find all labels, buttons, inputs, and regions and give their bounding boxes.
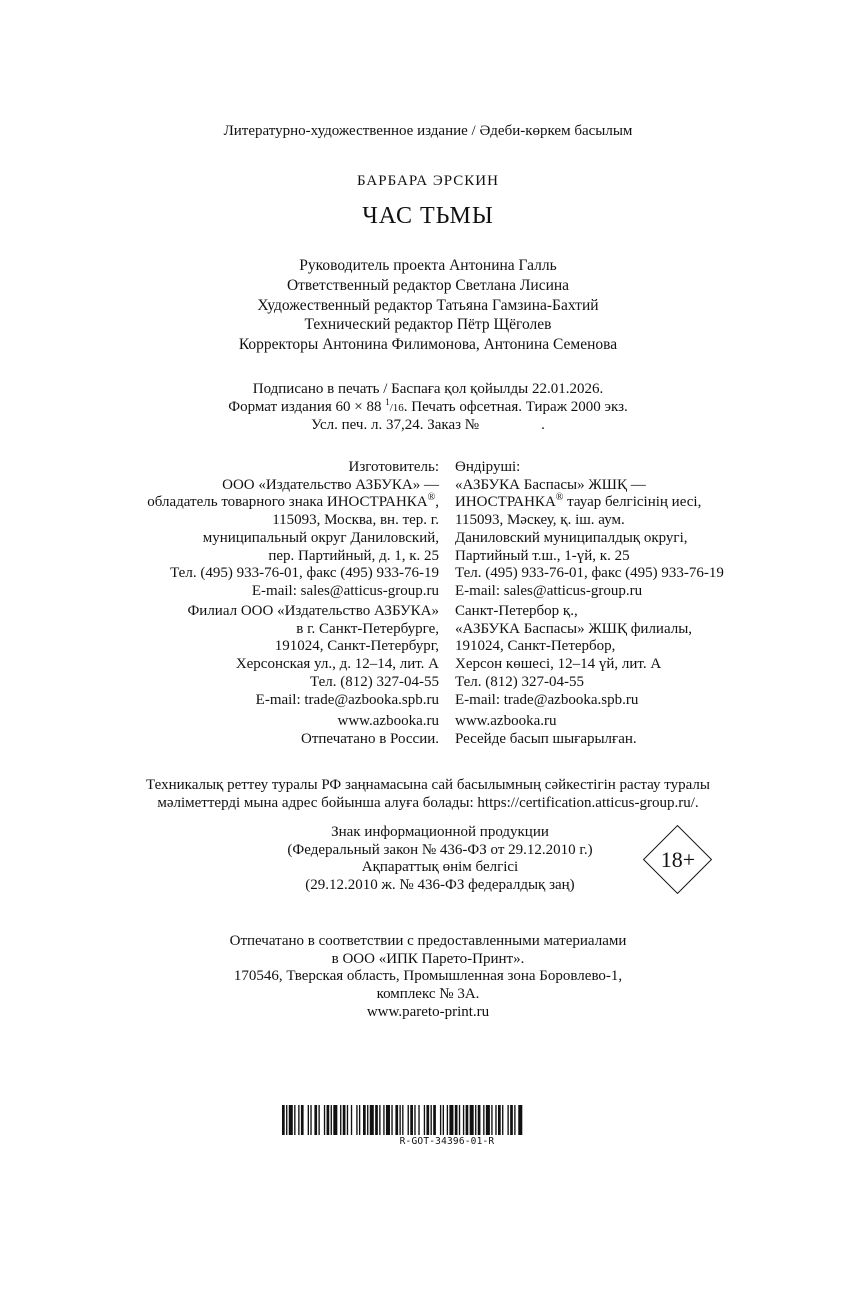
branch-kz-email: E-mail: trade@azbooka.spb.ru xyxy=(455,691,639,708)
printer-line: Отпечатано в соответствии с предоставленными материалами xyxy=(229,933,627,949)
barcode-bar xyxy=(363,1105,366,1135)
branch-ru-line: Филиал ООО «Издательство АЗБУКА» xyxy=(187,603,439,619)
barcode-bar xyxy=(314,1105,317,1135)
staff-line: Технический редактор Пётр Щёголев xyxy=(304,316,552,334)
branch-kz-line: Санкт-Петербор қ., xyxy=(455,603,578,619)
barcode-bar xyxy=(455,1105,458,1135)
format-frac-num: 1 xyxy=(385,396,390,407)
printer-line: в ООО «ИПК Парето-Принт». xyxy=(331,950,525,967)
website-ru: www.azbooka.ru xyxy=(337,713,439,729)
mfr-ru-line: муниципальный округ Даниловский, xyxy=(202,529,439,546)
mfr-kz-line: «АЗБУКА Баспасы» ЖШҚ — xyxy=(455,476,646,493)
barcode-bar xyxy=(340,1105,341,1135)
mfr-kz-line: Тел. (495) 933-76-01, факс (495) 933-76-19 xyxy=(455,565,724,582)
mfr-kz-line xyxy=(455,494,795,512)
info-sign-line: Знак информационной продукции xyxy=(331,824,549,840)
mfr-kz-email: E-mail: sales@atticus-group.ru xyxy=(455,582,643,599)
barcode-bar xyxy=(383,1105,384,1135)
barcode-bar xyxy=(375,1105,378,1135)
barcode-bar xyxy=(486,1105,490,1135)
barcode-bar xyxy=(418,1105,419,1135)
format-prefix: Формат издания 60 × 88 xyxy=(228,398,386,415)
info-sign-line: (Федеральный закон № 436-ФЗ от 29.12.2010 г.) xyxy=(287,841,593,858)
barcode-bar xyxy=(408,1105,409,1135)
barcode-bar xyxy=(475,1105,476,1135)
barcode-bar xyxy=(507,1105,508,1135)
barcode-bar xyxy=(347,1105,348,1135)
barcode-bar xyxy=(478,1105,481,1135)
format-frac-den: /16 xyxy=(389,401,404,414)
sheets-prefix: Усл. печ. л. 37,24. Заказ № xyxy=(311,417,480,434)
printer-line: комплекс № 3А. xyxy=(376,986,480,1003)
author-name: БАРБАРА ЭРСКИН xyxy=(357,173,499,189)
web-kz xyxy=(455,713,795,748)
mfr-kz-line: Партийный т.ш., 1-үй, к. 25 xyxy=(455,547,630,564)
info-product-sign xyxy=(230,824,650,895)
barcode-bar xyxy=(356,1105,357,1135)
barcode-bar xyxy=(308,1105,309,1135)
barcode-bar xyxy=(286,1105,287,1135)
barcode-bar xyxy=(470,1105,474,1135)
printer-website: www.pareto-print.ru xyxy=(366,1003,490,1020)
mfr-kz-trademark: ИНОСТРАНКА xyxy=(455,494,556,511)
mfr-ru-line: Тел. (495) 933-76-01, факс (495) 933-76-19 xyxy=(170,565,439,582)
barcode-icon xyxy=(282,1105,612,1135)
staff-line: Корректоры Антонина Филимонова, Антонина Семенова xyxy=(238,336,618,354)
printer-info xyxy=(0,933,856,1022)
mfr-ru-line: 115093, Москва, вн. тер. г. xyxy=(272,512,439,529)
format-line xyxy=(0,396,856,418)
mfr-kz-line: Даниловский муниципалдық округі, xyxy=(455,529,688,546)
barcode-bar xyxy=(395,1105,398,1135)
barcode-bar xyxy=(386,1105,390,1135)
barcode-bar xyxy=(331,1105,332,1135)
barcode-bar xyxy=(433,1105,436,1135)
barcode-bar xyxy=(431,1105,432,1135)
printed-in-kz: Ресейде басып шығарылған. xyxy=(455,730,637,747)
branch-ru-line: в г. Санкт-Петербурге, xyxy=(296,620,439,637)
barcode-bar xyxy=(402,1105,403,1135)
age-rating-label: 18+ xyxy=(660,847,696,872)
branch-ru-line: 191024, Санкт-Петербург, xyxy=(274,638,439,655)
branch-kz-line: 191024, Санкт-Петербор, xyxy=(455,638,616,655)
printed-in-ru: Отпечатано в России. xyxy=(301,730,439,747)
barcode-bar xyxy=(447,1105,448,1135)
manufacturer-ru xyxy=(140,459,439,601)
mfr-ru-line: пер. Партийный, д. 1, к. 25 xyxy=(268,547,439,564)
barcode-bar xyxy=(298,1105,299,1135)
barcode-bar xyxy=(370,1105,374,1135)
branch-ru-line: Тел. (812) 327-04-55 xyxy=(310,673,439,690)
branch-kz-line: Тел. (812) 327-04-55 xyxy=(455,673,584,690)
barcode-bar xyxy=(289,1105,293,1135)
barcode-bar xyxy=(333,1105,337,1135)
barcode xyxy=(282,1105,612,1150)
branch-kz xyxy=(455,603,795,709)
manufacturer-kz xyxy=(455,459,795,601)
barcode-bar xyxy=(318,1105,319,1135)
mfr-kz-line: Өндіруші: xyxy=(455,459,521,475)
barcode-bar xyxy=(510,1105,513,1135)
staff-credits xyxy=(0,256,856,355)
website-kz: www.azbooka.ru xyxy=(455,713,557,729)
branch-kz-line: «АЗБУКА Баспасы» ЖШҚ филиалы, xyxy=(455,620,693,637)
barcode-bar xyxy=(426,1105,429,1135)
barcode-bar xyxy=(351,1105,352,1135)
registered-mark: ® xyxy=(427,492,436,504)
signed-date: Подписано в печать / Баспаға қол қойылды 22.01.2026. xyxy=(252,381,604,397)
barcode-bar xyxy=(310,1105,311,1135)
branch-ru xyxy=(140,603,439,709)
barcode-bar xyxy=(440,1105,441,1135)
certification-line: мәліметтерді мына адрес бойынша алуға болады: https://certification.atticus-group.ru/. xyxy=(157,794,699,811)
barcode-bar xyxy=(359,1105,360,1135)
age-rating-badge xyxy=(642,824,714,896)
barcode-bar xyxy=(343,1105,346,1135)
mfr-ru-line: Изготовитель: xyxy=(348,459,439,475)
format-suffix: . Печать офсетная. Тираж 2000 экз. xyxy=(403,398,628,415)
barcode-bar xyxy=(491,1105,492,1135)
staff-line: Ответственный редактор Светлана Лисина xyxy=(286,276,570,294)
barcode-bar xyxy=(282,1105,285,1135)
staff-line: Руководитель проекта Антонина Галль xyxy=(299,257,557,274)
branch-ru-line: Херсонская ул., д. 12–14, лит. А xyxy=(235,656,439,673)
mfr-kz-trademark-tail: тауар белгісінің иесі, xyxy=(563,494,702,511)
barcode-bar xyxy=(463,1105,464,1135)
barcode-bar xyxy=(495,1105,496,1135)
book-title: ЧАС ТЬМЫ xyxy=(362,203,494,229)
mfr-kz-line: 115093, Мәскеу, қ. іш. аум. xyxy=(455,512,625,529)
barcode-bar xyxy=(498,1105,501,1135)
barcode-bar xyxy=(301,1105,304,1135)
mfr-ru-email: E-mail: sales@atticus-group.ru xyxy=(251,582,439,599)
barcode-bar xyxy=(514,1105,515,1135)
mfr-ru-trademark: обладатель товарного знака ИНОСТРАНКА xyxy=(147,494,428,511)
barcode-bar xyxy=(327,1105,330,1135)
print-info xyxy=(0,381,856,435)
barcode-text: R-GOT-34396-01-R xyxy=(399,1136,495,1147)
mfr-ru-trademark-tail: , xyxy=(435,494,439,511)
sheets-line xyxy=(0,417,856,435)
mfr-ru-line: ООО «Издательство АЗБУКА» — xyxy=(222,476,439,493)
barcode-bar xyxy=(414,1105,415,1135)
branch-ru-email: E-mail: trade@azbooka.spb.ru xyxy=(255,691,439,708)
barcode-bar xyxy=(449,1105,453,1135)
branch-kz-line: Херсон көшесі, 12–14 үй, лит. А xyxy=(455,656,662,673)
barcode-bar xyxy=(502,1105,503,1135)
barcode-bar xyxy=(324,1105,325,1135)
sheets-suffix: . xyxy=(541,417,545,434)
barcode-bar xyxy=(443,1105,444,1135)
edition-type: Литературно-художественное издание / Әдеби-көркем басылым xyxy=(223,123,633,139)
barcode-bar xyxy=(483,1105,484,1135)
barcode-bar xyxy=(466,1105,469,1135)
staff-line: Художественный редактор Татьяна Гамзина-Бахтий xyxy=(257,296,599,314)
barcode-bar xyxy=(518,1105,522,1135)
barcode-bar xyxy=(459,1105,460,1135)
mfr-ru-line xyxy=(140,494,439,512)
certification-note xyxy=(0,777,856,812)
barcode-bar xyxy=(379,1105,380,1135)
certification-line: Техникалық реттеу туралы РФ заңнамасына сай басылымның сәйкестігін растау туралы xyxy=(146,777,710,793)
registered-mark: ® xyxy=(555,492,564,504)
barcode-bar xyxy=(424,1105,425,1135)
printer-line: 170546, Тверская область, Промышленная зона Боровлево-1, xyxy=(233,968,623,985)
info-sign-line: (29.12.2010 ж. № 436-ФЗ федералдық заң) xyxy=(305,877,575,894)
barcode-bar xyxy=(410,1105,413,1135)
barcode-bar xyxy=(399,1105,400,1135)
web-ru xyxy=(140,713,439,748)
info-sign-line: Ақпараттық өнім белгісі xyxy=(361,859,519,876)
barcode-bar xyxy=(391,1105,392,1135)
barcode-bar xyxy=(367,1105,368,1135)
barcode-bar xyxy=(294,1105,295,1135)
